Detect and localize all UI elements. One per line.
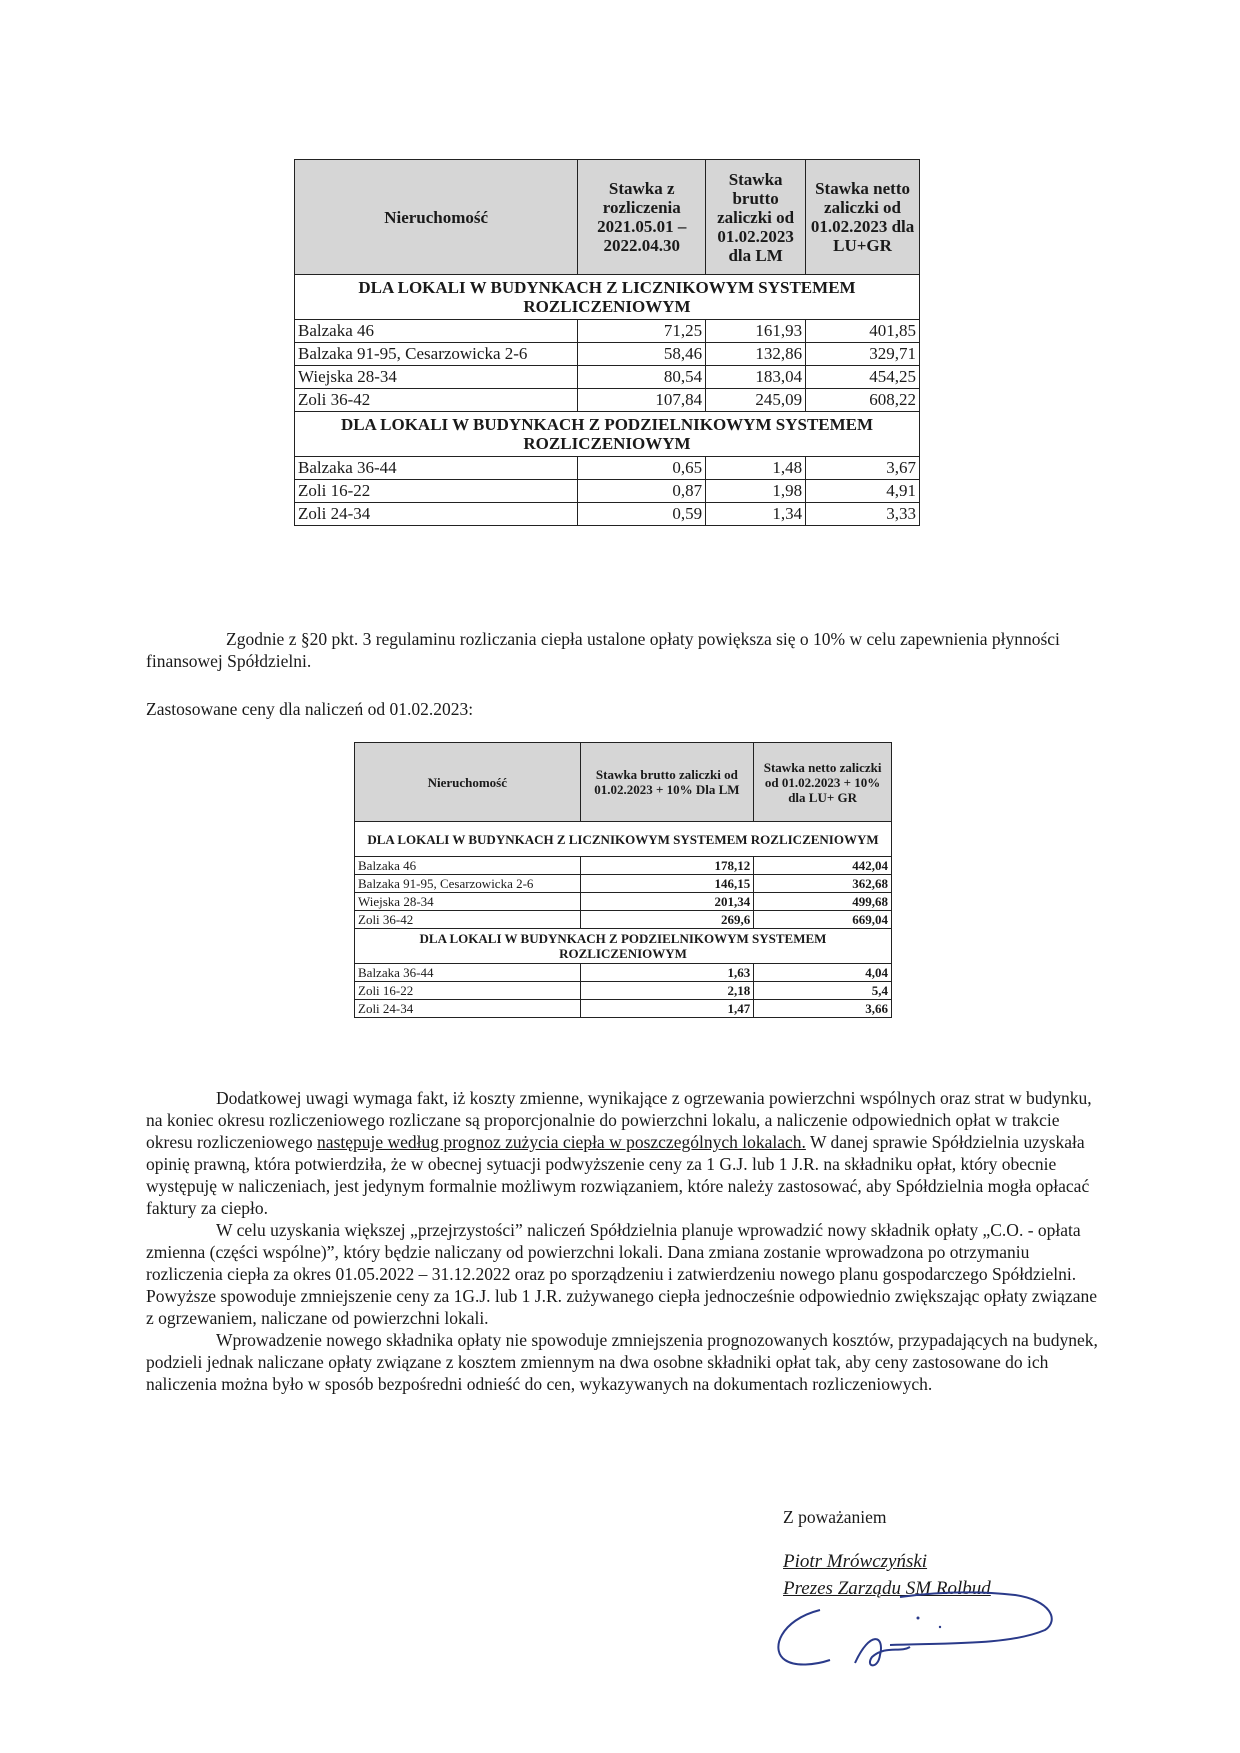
- cell-value: 499,68: [754, 893, 892, 911]
- cell-property: Balzaka 36-44: [295, 457, 578, 480]
- signature-stroke: [778, 1610, 830, 1665]
- section-row: [355, 929, 892, 964]
- table-row: [295, 389, 920, 412]
- cell-property: Wiejska 28-34: [355, 893, 581, 911]
- table-row: [295, 320, 920, 343]
- table-header-row: [295, 160, 920, 275]
- cell-value: 608,22: [806, 389, 920, 412]
- cell-property: Balzaka 91-95, Cesarzowicka 2-6: [355, 875, 581, 893]
- table-row: [295, 343, 920, 366]
- cell-property: Zoli 36-42: [355, 911, 581, 929]
- cell-value: 0,87: [578, 480, 706, 503]
- cell-value: 362,68: [754, 875, 892, 893]
- cell-value: 442,04: [754, 857, 892, 875]
- cell-value: 146,15: [580, 875, 754, 893]
- cell-value: 0,59: [578, 503, 706, 526]
- cell-property: Balzaka 36-44: [355, 964, 581, 982]
- cell-value: 201,34: [580, 893, 754, 911]
- cell-value: 58,46: [578, 343, 706, 366]
- applied-prices-heading: Zastosowane ceny dla naliczeń od 01.02.2023:: [146, 699, 474, 719]
- signatory-title: Prezes Zarządu SM Rolbud: [783, 1578, 991, 1599]
- body-text: [146, 1087, 1101, 1395]
- table-row: [295, 457, 920, 480]
- table-row: [355, 964, 892, 982]
- header-gross-rate: Stawka brutto zaliczki od 01.02.2023 dla LM: [706, 160, 806, 275]
- section-row: [295, 412, 920, 457]
- cell-value: 3,33: [806, 503, 920, 526]
- body-paragraph-1-end: W danej sprawie Spółdzielnia uzyskała opinię prawną, która potwierdziła, że w obecnej sytuacji podwyższenie ceny za 1 G.J. lub 1 J.R. na składniku opłat, który obecnie występuję w naliczeniach, jest jedynym formalnie możliwym rozwiązaniem, które należy zastosować, aby Spółdzielnia mogła opłacać faktury za ciepło.: [146, 1132, 1090, 1218]
- signature-dot: [939, 1626, 941, 1628]
- cell-value: 132,86: [706, 343, 806, 366]
- underlined-phrase: następuje według prognoz zużycia ciepła w poszczególnych lokalach.: [317, 1132, 806, 1152]
- cell-value: 1,47: [580, 1000, 754, 1018]
- signatory-name: Piotr Mrówczyński: [783, 1551, 928, 1572]
- signature-stroke: [855, 1639, 910, 1665]
- cell-value: 71,25: [578, 320, 706, 343]
- cell-value: 178,12: [580, 857, 754, 875]
- cell-value: 107,84: [578, 389, 706, 412]
- body-paragraph-2: W celu uzyskania większej „przejrzystości” naliczeń Spółdzielnia planuje wprowadzić nowy składnik opłaty „C.O. - opłata zmienna (części wspólne)”, który będzie naliczany od powierzchni lokali. Dana zmiana zostanie wprowadzona po otrzymaniu rozliczenia ciepła za okres 01.05.2022 – 31.12.2022 oraz po sporządzeniu i zatwierdzeniu nowego planu gospodarczego Spółdzielni. Powyższe spowoduje zmniejszenie ceny za 1G.J. lub 1 J.R. zużywanego ciepła jednocześnie odpowiednio zwiększając opłaty związane z ogrzewaniem, naliczane od powierzchni lokali.: [146, 1220, 1097, 1328]
- section-meter-system: DLA LOKALI W BUDYNKACH Z LICZNIKOWYM SYSTEMEM ROZLICZENIOWYM: [355, 822, 892, 857]
- cell-property: Balzaka 46: [295, 320, 578, 343]
- cell-value: 1,63: [580, 964, 754, 982]
- section-meter-system: DLA LOKALI W BUDYNKACH Z LICZNIKOWYM SYSTEMEM ROZLICZENIOWYM: [295, 275, 920, 320]
- cell-value: 1,98: [706, 480, 806, 503]
- section-row: [355, 822, 892, 857]
- closing-salutation: Z poważaniem: [783, 1507, 887, 1527]
- header-net-rate: Stawka netto zaliczki od 01.02.2023 dla LU+GR: [806, 160, 920, 275]
- cell-value: 161,93: [706, 320, 806, 343]
- header-settlement-rate: Stawka z rozliczenia 2021.05.01 – 2022.04.30: [578, 160, 706, 275]
- handwritten-signature: [760, 1575, 1060, 1695]
- header-net-rate: Stawka netto zaliczki od 01.02.2023 + 10% dla LU+ GR: [754, 743, 892, 822]
- section-divider-system: DLA LOKALI W BUDYNKACH Z PODZIELNIKOWYM SYSTEMEM ROZLICZENIOWYM: [355, 929, 892, 964]
- cell-value: 329,71: [806, 343, 920, 366]
- body-paragraph-1-start: Dodatkowej uwagi wymaga fakt, iż koszty zmienne, wynikające z ogrzewania powierzchni wspólnych oraz strat w budynku, na koniec okresu rozliczeniowego rozliczane są proporcjonalnie do powierzchni lokalu, a naliczenie odpowiednich opłat w trakcie okresu rozliczeniowego: [146, 1088, 1092, 1152]
- cell-value: 1,34: [706, 503, 806, 526]
- header-gross-rate: Stawka brutto zaliczki od 01.02.2023 + 10% Dla LM: [580, 743, 754, 822]
- table-row: [355, 911, 892, 929]
- table-row: [295, 366, 920, 389]
- cell-value: 3,66: [754, 1000, 892, 1018]
- cell-value: 5,4: [754, 982, 892, 1000]
- table-row: [355, 875, 892, 893]
- table-header-row: [355, 743, 892, 822]
- cell-property: Balzaka 91-95, Cesarzowicka 2-6: [295, 343, 578, 366]
- cell-value: 183,04: [706, 366, 806, 389]
- table-row: [355, 982, 892, 1000]
- rates-table-2023: [294, 159, 920, 526]
- cell-value: 245,09: [706, 389, 806, 412]
- body-paragraph-3: Wprowadzenie nowego składnika opłaty nie spowoduje zmniejszenia prognozowanych kosztów, przypadających na budynek, podzieli jednak naliczane opłaty związane z kosztem zmiennym na dwa osobne składniki opłat tak, aby ceny zastosowane do ich naliczenia można było w sposób bezpośredni odnieść do cen, wykazywanych na dokumentach rozliczeniowych.: [146, 1330, 1098, 1394]
- table-row: [355, 857, 892, 875]
- cell-value: 454,25: [806, 366, 920, 389]
- table-row: [355, 1000, 892, 1018]
- cell-value: 0,65: [578, 457, 706, 480]
- surcharge-note: Zgodnie z §20 pkt. 3 regulaminu rozliczania ciepła ustalone opłaty powiększa się o 10% w celu zapewnienia płynności finansowej Spółdzielni.: [146, 629, 1060, 671]
- cell-property: Wiejska 28-34: [295, 366, 578, 389]
- cell-value: 269,6: [580, 911, 754, 929]
- cell-property: Zoli 24-34: [355, 1000, 581, 1018]
- body-paragraph-1: [146, 1087, 1101, 1219]
- header-property: Nieruchomość: [355, 743, 581, 822]
- cell-value: 401,85: [806, 320, 920, 343]
- rates-table-plus-10: [354, 742, 892, 1018]
- cell-property: Zoli 16-22: [355, 982, 581, 1000]
- header-property: Nieruchomość: [295, 160, 578, 275]
- table-row: [295, 503, 920, 526]
- cell-value: 1,48: [706, 457, 806, 480]
- cell-property: Zoli 36-42: [295, 389, 578, 412]
- cell-value: 3,67: [806, 457, 920, 480]
- table-row: [295, 480, 920, 503]
- signature-dot: [917, 1617, 920, 1620]
- cell-value: 2,18: [580, 982, 754, 1000]
- cell-value: 669,04: [754, 911, 892, 929]
- cell-value: 80,54: [578, 366, 706, 389]
- signature-stroke: [890, 1592, 1052, 1645]
- table-row: [355, 893, 892, 911]
- cell-property: Balzaka 46: [355, 857, 581, 875]
- cell-value: 4,91: [806, 480, 920, 503]
- section-divider-system: DLA LOKALI W BUDYNKACH Z PODZIELNIKOWYM SYSTEMEM ROZLICZENIOWYM: [295, 412, 920, 457]
- cell-value: 4,04: [754, 964, 892, 982]
- section-row: [295, 275, 920, 320]
- cell-property: Zoli 16-22: [295, 480, 578, 503]
- cell-property: Zoli 24-34: [295, 503, 578, 526]
